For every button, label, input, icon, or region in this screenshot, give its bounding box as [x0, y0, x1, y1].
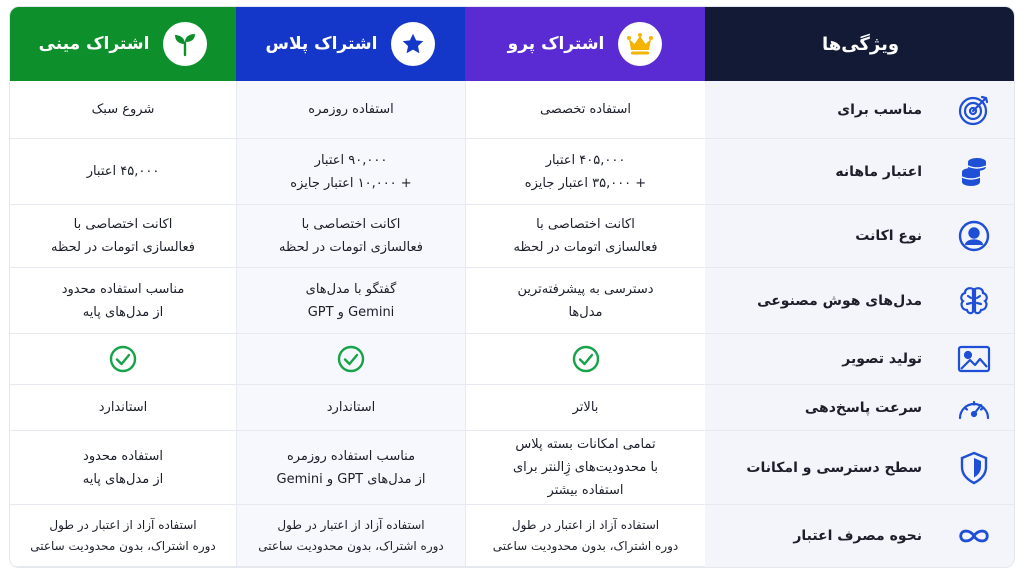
feature-row-image-generation: [705, 334, 1015, 385]
header-plus-label: اشتراک پلاس: [265, 34, 378, 54]
cell-mini: مناسب استفاده محدود از مدل‌های پایه: [10, 268, 236, 334]
cell-plus: استفاده آزاد از اعتبار در طول دوره اشتراک، بدون محدودیت ساعتی: [236, 505, 465, 567]
speedometer-icon: [956, 390, 992, 426]
cell-mini: شروع سبک: [10, 81, 236, 139]
feature-label: نحوه مصرف اعتبار: [793, 528, 922, 544]
feature-row-credit-usage: [705, 505, 1015, 567]
check-circle-icon: [109, 345, 137, 373]
cell-mini: استاندارد: [10, 385, 236, 431]
image-icon: [956, 341, 992, 377]
cell-plus: استفاده روزمره: [236, 81, 465, 139]
header-mini: [10, 7, 236, 81]
check-circle-icon: [337, 345, 365, 373]
feature-label: نوع اکانت: [855, 228, 922, 244]
cell-plus: [236, 334, 465, 385]
cell-plus: استاندارد: [236, 385, 465, 431]
infinity-icon: [956, 518, 992, 554]
shield-icon: [956, 450, 992, 486]
cell-mini: اکانت اختصاصی با فعالسازی اتومات در لحظه: [10, 205, 236, 268]
user-icon: [956, 218, 992, 254]
header-plus: [236, 7, 465, 81]
header-mini-label: اشتراک مینی: [38, 34, 150, 54]
coins-icon: [956, 154, 992, 190]
sprout-icon: [163, 22, 207, 66]
check-circle-icon: [572, 345, 600, 373]
feature-row-access-level: [705, 431, 1015, 505]
cell-mini: استفاده آزاد از اعتبار در طول دوره اشتراک، بدون محدودیت ساعتی: [10, 505, 236, 567]
cell-pro: استفاده آزاد از اعتبار در طول دوره اشتراک، بدون محدودیت ساعتی: [465, 505, 705, 567]
star-icon: [391, 22, 435, 66]
header-features: [705, 7, 1015, 81]
cell-plus: ۹۰,۰۰۰ اعتبار + ۱۰,۰۰۰ اعتبار جایزه: [236, 139, 465, 205]
feature-label: اعتبار ماهانه: [835, 163, 922, 180]
cell-plus: اکانت اختصاصی با فعالسازی اتومات در لحظه: [236, 205, 465, 268]
cell-plus: مناسب استفاده روزمره از مدل‌های GPT و Gemini: [236, 431, 465, 505]
cell-mini: استفاده محدود از مدل‌های پایه: [10, 431, 236, 505]
feature-row-monthly-credit: [705, 139, 1015, 205]
header-features-label: ویژگی‌ها: [821, 33, 900, 55]
pricing-comparison-table: [9, 6, 1015, 568]
feature-label: مناسب برای: [837, 101, 922, 118]
cell-pro: بالاتر: [465, 385, 705, 431]
brain-icon: [956, 283, 992, 319]
header-pro: [465, 7, 705, 81]
feature-row-response-speed: [705, 385, 1015, 431]
feature-label: تولید تصویر: [842, 351, 922, 367]
cell-pro: تمامی امکانات بسته پلاس با محدودیت‌های ژِالنتر برای استفاده بیشتر: [465, 431, 705, 505]
feature-label: سرعت پاسخ‌دهی: [804, 399, 922, 416]
cell-pro: ۴۰۵,۰۰۰ اعتبار + ۳۵,۰۰۰ اعتبار جایزه: [465, 139, 705, 205]
feature-row-account-type: [705, 205, 1015, 268]
target-icon: [956, 92, 992, 128]
feature-label: سطح دسترسی و امکانات: [746, 459, 922, 476]
cell-mini: ۴۵,۰۰۰ اعتبار: [10, 139, 236, 205]
header-pro-label: اشتراک پرو: [507, 34, 605, 54]
cell-plus: گفتگو با مدل‌های Gemini و GPT: [236, 268, 465, 334]
cell-mini: [10, 334, 236, 385]
feature-row-ai-models: [705, 268, 1015, 334]
cell-pro: دسترسی به پیشرفته‌ترین مدل‌ها: [465, 268, 705, 334]
feature-row-suited-for: [705, 81, 1015, 139]
cell-pro: [465, 334, 705, 385]
feature-label: مدل‌های هوش مصنوعی: [757, 292, 922, 309]
crown-icon: [618, 22, 662, 66]
cell-pro: استفاده تخصصی: [465, 81, 705, 139]
cell-pro: اکانت اختصاصی با فعالسازی اتومات در لحظه: [465, 205, 705, 268]
